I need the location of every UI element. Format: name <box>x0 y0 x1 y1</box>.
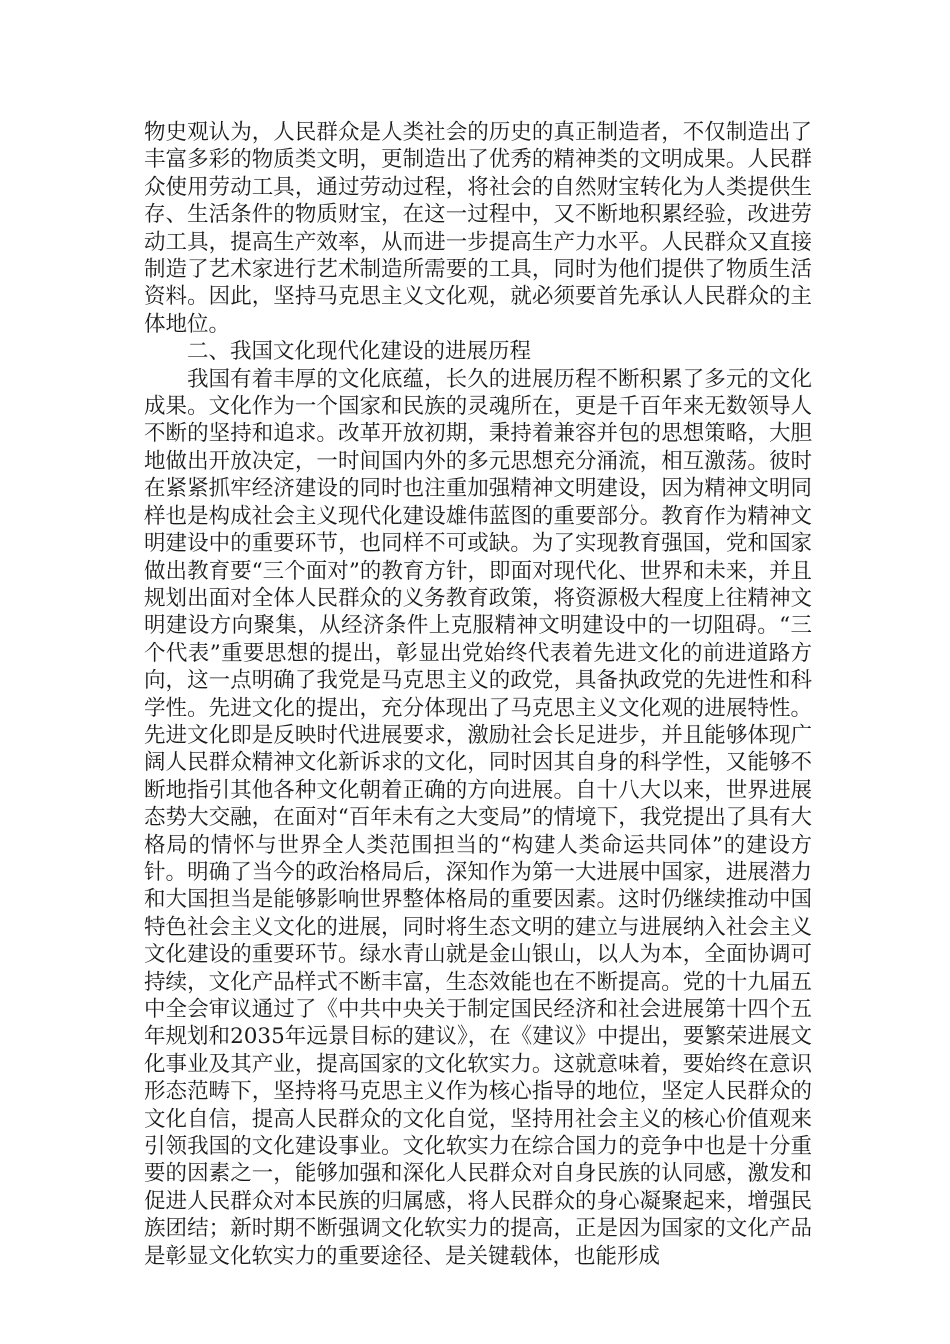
document-page <box>144 119 812 1270</box>
section-heading: 二、我国文化现代化建设的进展历程 <box>187 339 532 365</box>
body-paragraph: 我国有着丰厚的文化底蕴，长久的进展历程不断积累了多元的文化成果。文化作为一个国家和民族的灵魂所在，更是千百年来无数领导人不断的坚持和追求。改革开放初期，秉持着兼容并包的思想策略，大胆地做出开放决定，一时间国内外的多元思想充分涌流，相互激荡。彼时在紧紧抓牢经济建设的同时也注重加强精神文明建设，因为精神文明同样也是构成社会主义现代化建设雄伟蓝图的重要部分。教育作为精神文明建设中的重要环节，也同样不可或缺。为了实现教育强国，党和国家做出教育要“三个面对”的教育方针，即面对现代化、世界和未来，并且规划出面对全体人民群众的义务教育政策，将资源极大程度上往精神文明建设方向聚集，从经济条件上克服精神文明建设中的一切阻碍。“三个代表”重要思想的提出，彰显出党始终代表着先进文化的前进道路方向，这一点明确了我党是马克思主义的政党，具备执政党的先进性和科学性。先进文化的提出，充分体现出了马克思主义文化观的进展特性。先进文化即是反映时代进展要求，激励社会长足进步，并且能够体现广阔人民群众精神文化新诉求的文化，同时因其自身的科学性，又能够不断地指引其他各种文化朝着正确的方向进展。自十八大以来，世界进展态势大交融，在面对“百年未有之大变局”的情境下，我党提出了具有大格局的情怀与世界全人类范围担当的“构建人类命运共同体”的建设方针。明确了当今的政治格局后，深知作为第一大进展中国家，进展潜力和大国担当是能够影响世界整体格局的重要因素。这时仍继续推动中国特色社会主义文化的进展，同时将生态文明的建立与进展纳入社会主义文化建设的重要环节。绿水青山就是金山银山，以人为本，全面协调可持续，文化产品样式不断丰富，生态效能也在不断提高。党的十九届五中全会审议通过了《中共中央关于制定国民经济和社会进展第十四个五年规划和2035年远景目标的建议》，在《建议》中提出，要繁荣进展文化事业及其产业，提高国家的文化软实力。这就意味着，要始终在意识形态范畴下，坚持将马克思主义作为核心指导的地位，坚定人民群众的文化自信，提高人民群众的文化自觉，坚持用社会主义的核心价值观来引领我国的文化建设事业。文化软实力在综合国力的竞争中也是十分重要的因素之一，能够加强和深化人民群众对自身民族的认同感，激发和促进人民群众对本民族的归属感，将人民群众的身心凝聚起来，增强民族团结；新时期不断强调文化软实力的提高，正是因为国家的文化产品是彰显文化软实力的重要途径、是关键载体，也能形成 <box>144 366 812 1269</box>
opening-paragraph: 物史观认为，人民群众是人类社会的历史的真正制造者，不仅制造出了丰富多彩的物质类文明，更制造出了优秀的精神类的文明成果。人民群众使用劳动工具，通过劳动过程，将社会的自然财宝转化为人类提供生存、生活条件的物质财宝，在这一过程中，又不断地积累经验，改进劳动工具，提高生产效率，从而进一步提高生产力水平。人民群众又直接制造了艺术家进行艺术制造所需要的工具，同时为他们提供了物质生活资料。因此，坚持马克思主义文化观，就必须要首先承认人民群众的主体地位。 <box>144 120 812 337</box>
